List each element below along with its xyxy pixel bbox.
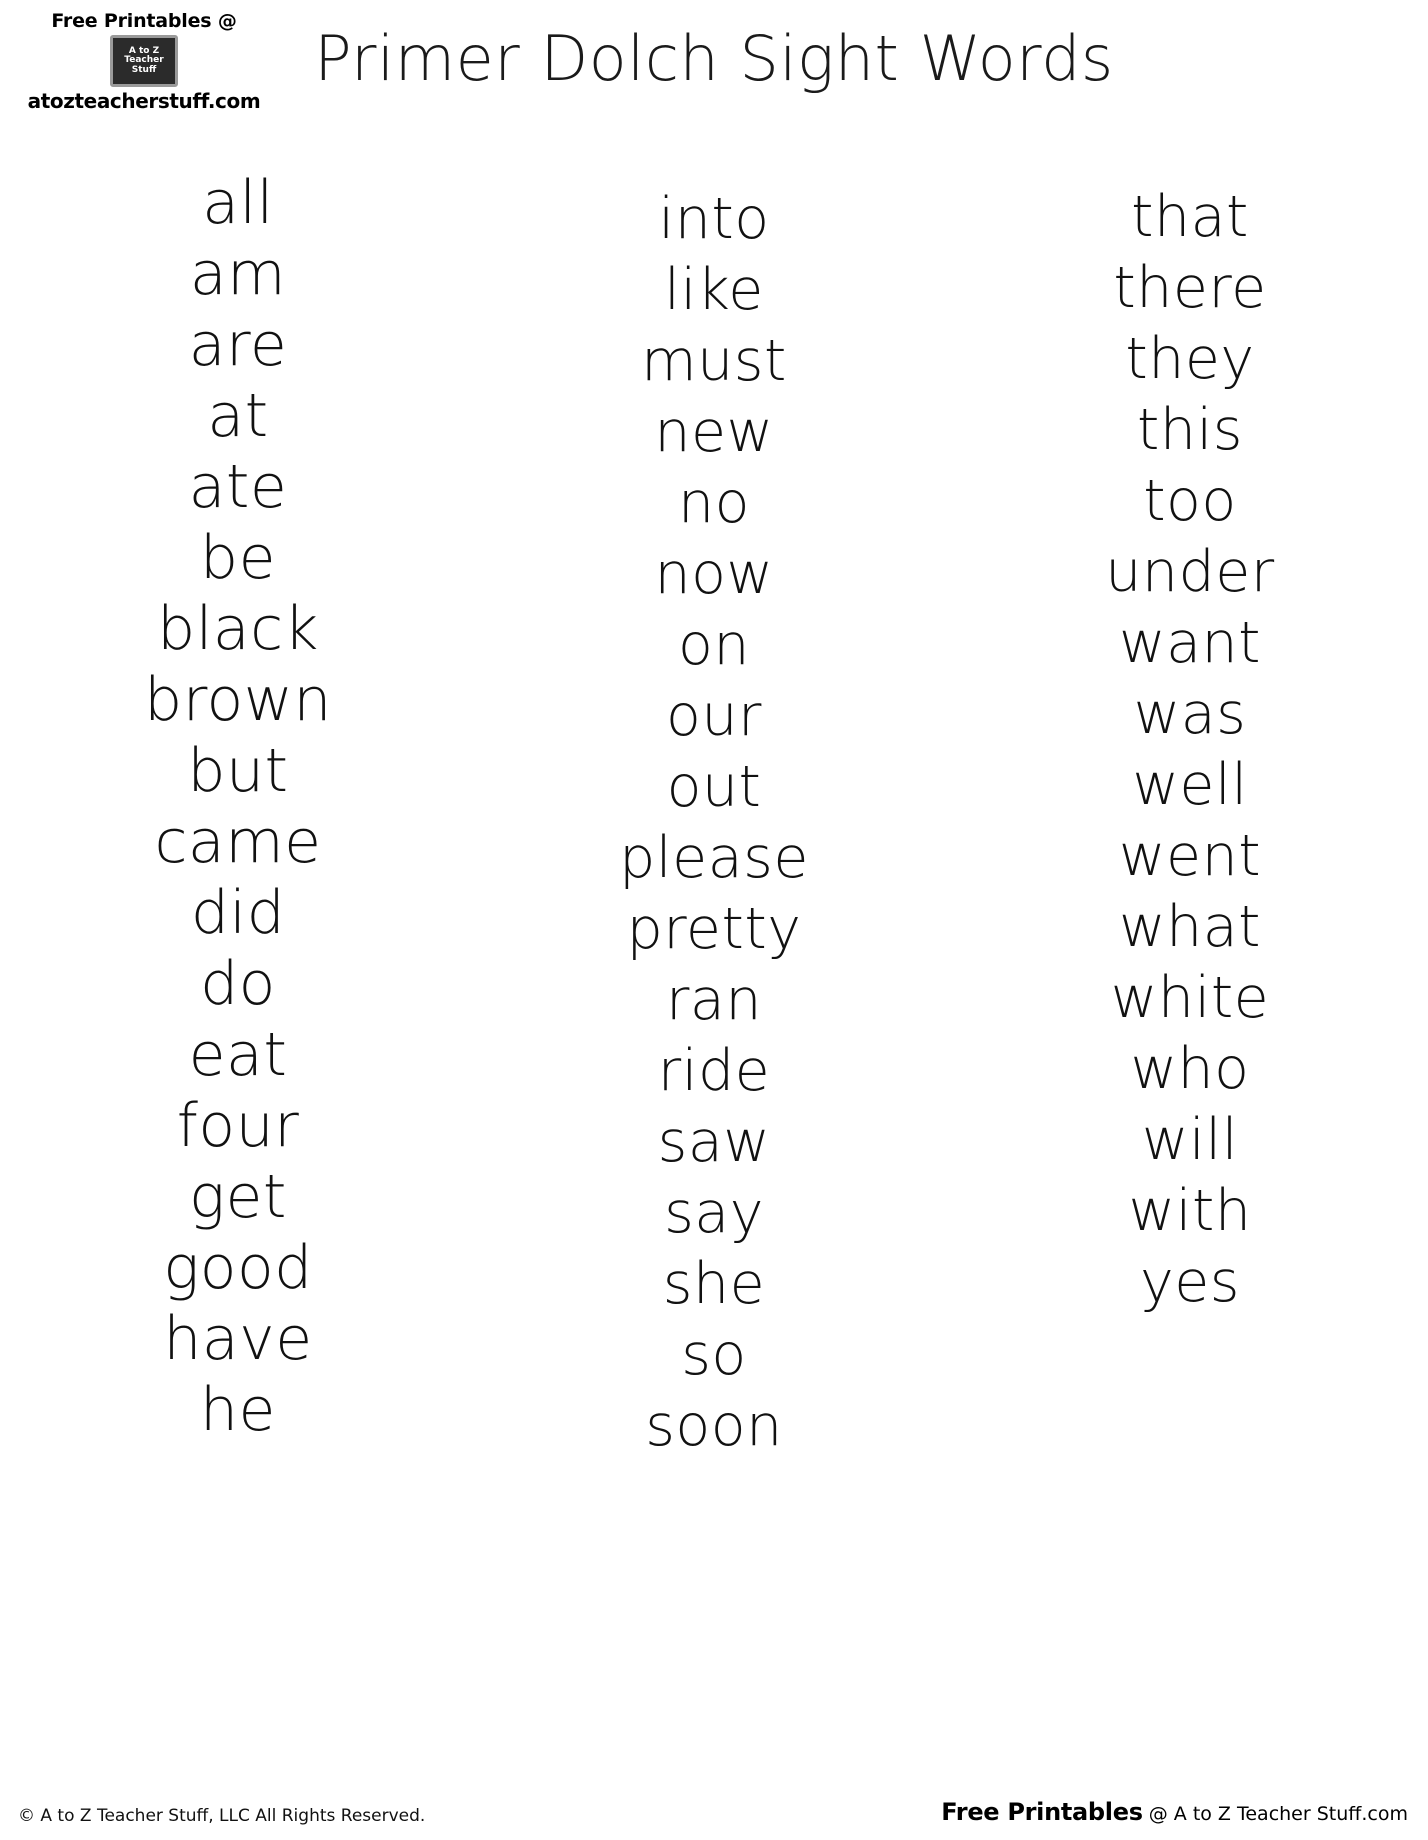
sight-word: what bbox=[1118, 894, 1262, 960]
sight-word: white bbox=[1110, 965, 1270, 1031]
logo-line-3: Stuff bbox=[131, 64, 157, 75]
sight-word: new bbox=[654, 399, 774, 465]
logo-line-2: Teacher bbox=[124, 55, 164, 66]
sight-word: she bbox=[662, 1251, 766, 1317]
sight-word: have bbox=[163, 1304, 313, 1374]
sight-word: there bbox=[1113, 255, 1267, 321]
sight-word: this bbox=[1136, 397, 1243, 463]
sight-word: ate bbox=[188, 452, 288, 522]
brand-tagline: Free Printables @ bbox=[51, 10, 237, 32]
page-footer bbox=[0, 1786, 1428, 1826]
sight-word: they bbox=[1125, 326, 1255, 392]
sight-word: no bbox=[678, 470, 750, 536]
footer-brand-rest: @ A to Z Teacher Stuff.com bbox=[1142, 1803, 1408, 1825]
sight-word: do bbox=[200, 949, 276, 1019]
brand-website: atozteacherstuff.com bbox=[27, 89, 261, 113]
sight-word: at bbox=[207, 381, 269, 451]
word-column-1 bbox=[0, 168, 476, 1462]
sight-word: please bbox=[619, 825, 809, 891]
page-header bbox=[0, 0, 1428, 130]
sight-word: was bbox=[1133, 681, 1247, 747]
sight-word: are bbox=[188, 310, 288, 380]
sight-word: out bbox=[666, 754, 762, 820]
sight-word: now bbox=[654, 541, 774, 607]
sight-word: must bbox=[641, 328, 787, 394]
sight-word: like bbox=[664, 257, 764, 323]
sight-word: went bbox=[1118, 823, 1262, 889]
sight-word: ran bbox=[666, 967, 762, 1033]
sight-word: soon bbox=[645, 1393, 783, 1459]
sight-word: want bbox=[1118, 610, 1262, 676]
sight-word: good bbox=[163, 1233, 313, 1303]
copyright-text: © A to Z Teacher Stuff, LLC All Rights Reserved. bbox=[18, 1806, 426, 1826]
sight-word: will bbox=[1141, 1107, 1239, 1173]
sight-word: but bbox=[187, 736, 289, 806]
sight-word: on bbox=[678, 612, 750, 678]
sight-word: that bbox=[1131, 184, 1249, 250]
word-column-3 bbox=[952, 168, 1428, 1462]
sight-word: saw bbox=[657, 1109, 771, 1175]
page-title: Primer Dolch Sight Words bbox=[314, 22, 1114, 95]
sight-word: did bbox=[190, 878, 286, 948]
sight-word: brown bbox=[144, 665, 332, 735]
sight-word: say bbox=[664, 1180, 764, 1246]
word-column-2 bbox=[476, 168, 952, 1462]
sight-word: four bbox=[176, 1091, 300, 1161]
sight-word: into bbox=[658, 186, 770, 252]
sight-word: came bbox=[154, 807, 322, 877]
sight-word: with bbox=[1128, 1178, 1252, 1244]
logo-line-1: A to Z bbox=[128, 45, 160, 56]
sight-word: so bbox=[681, 1322, 747, 1388]
sight-word: he bbox=[200, 1375, 276, 1445]
footer-brand-strong: Free Printables bbox=[941, 1798, 1143, 1826]
sight-word: be bbox=[200, 523, 276, 593]
sight-word: get bbox=[189, 1162, 287, 1232]
footer-branding bbox=[941, 1798, 1408, 1826]
sight-word: yes bbox=[1140, 1249, 1240, 1315]
sight-word: black bbox=[157, 594, 319, 664]
sight-word: eat bbox=[188, 1020, 288, 1090]
sight-word: well bbox=[1132, 752, 1248, 818]
sight-word: our bbox=[666, 683, 762, 749]
sight-word: too bbox=[1143, 468, 1237, 534]
sight-word: pretty bbox=[626, 896, 802, 962]
sight-word: all bbox=[202, 168, 274, 238]
word-list-container bbox=[0, 168, 1428, 1462]
sight-word: am bbox=[189, 239, 287, 309]
sight-word: ride bbox=[657, 1038, 771, 1104]
sight-word: who bbox=[1130, 1036, 1250, 1102]
sight-word: under bbox=[1105, 539, 1275, 605]
